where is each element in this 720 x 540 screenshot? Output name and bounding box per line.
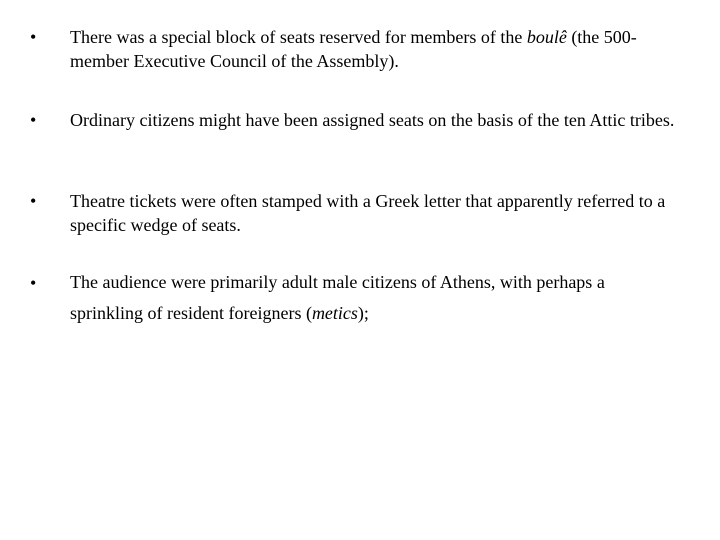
bullet-text-part: Ordinary citizens might have been assigned seats on the basis of the ten Attic tribes. <box>70 110 675 130</box>
bullet-text-part: (the 500-member Executive Council of the Assembly). <box>70 27 637 71</box>
bullet-text-part: Theatre tickets were often stamped with a Greek letter that apparently referred to a specific wedge of seats. <box>70 191 666 235</box>
bullet-marker: • <box>30 27 37 47</box>
bullet-text-italic: metics <box>311 303 358 323</box>
bullet-text <box>70 189 680 237</box>
bullet-text-part: ); <box>357 303 369 323</box>
bullet-text-part: The audience were primarily adult male citizens of Athens, with perhaps a sprinkling of resident foreigners ( <box>70 272 605 323</box>
bullet-text-part: There was a special block of seats reserved for members of the <box>70 27 527 47</box>
bullet-text <box>70 108 680 132</box>
bullet-marker: • <box>30 110 37 130</box>
bullet-marker: • <box>30 273 37 293</box>
bullet-text <box>70 25 680 73</box>
bullet-marker: • <box>30 191 37 211</box>
bullet-text <box>70 267 680 329</box>
bullet-text-italic: boulê <box>526 27 567 47</box>
